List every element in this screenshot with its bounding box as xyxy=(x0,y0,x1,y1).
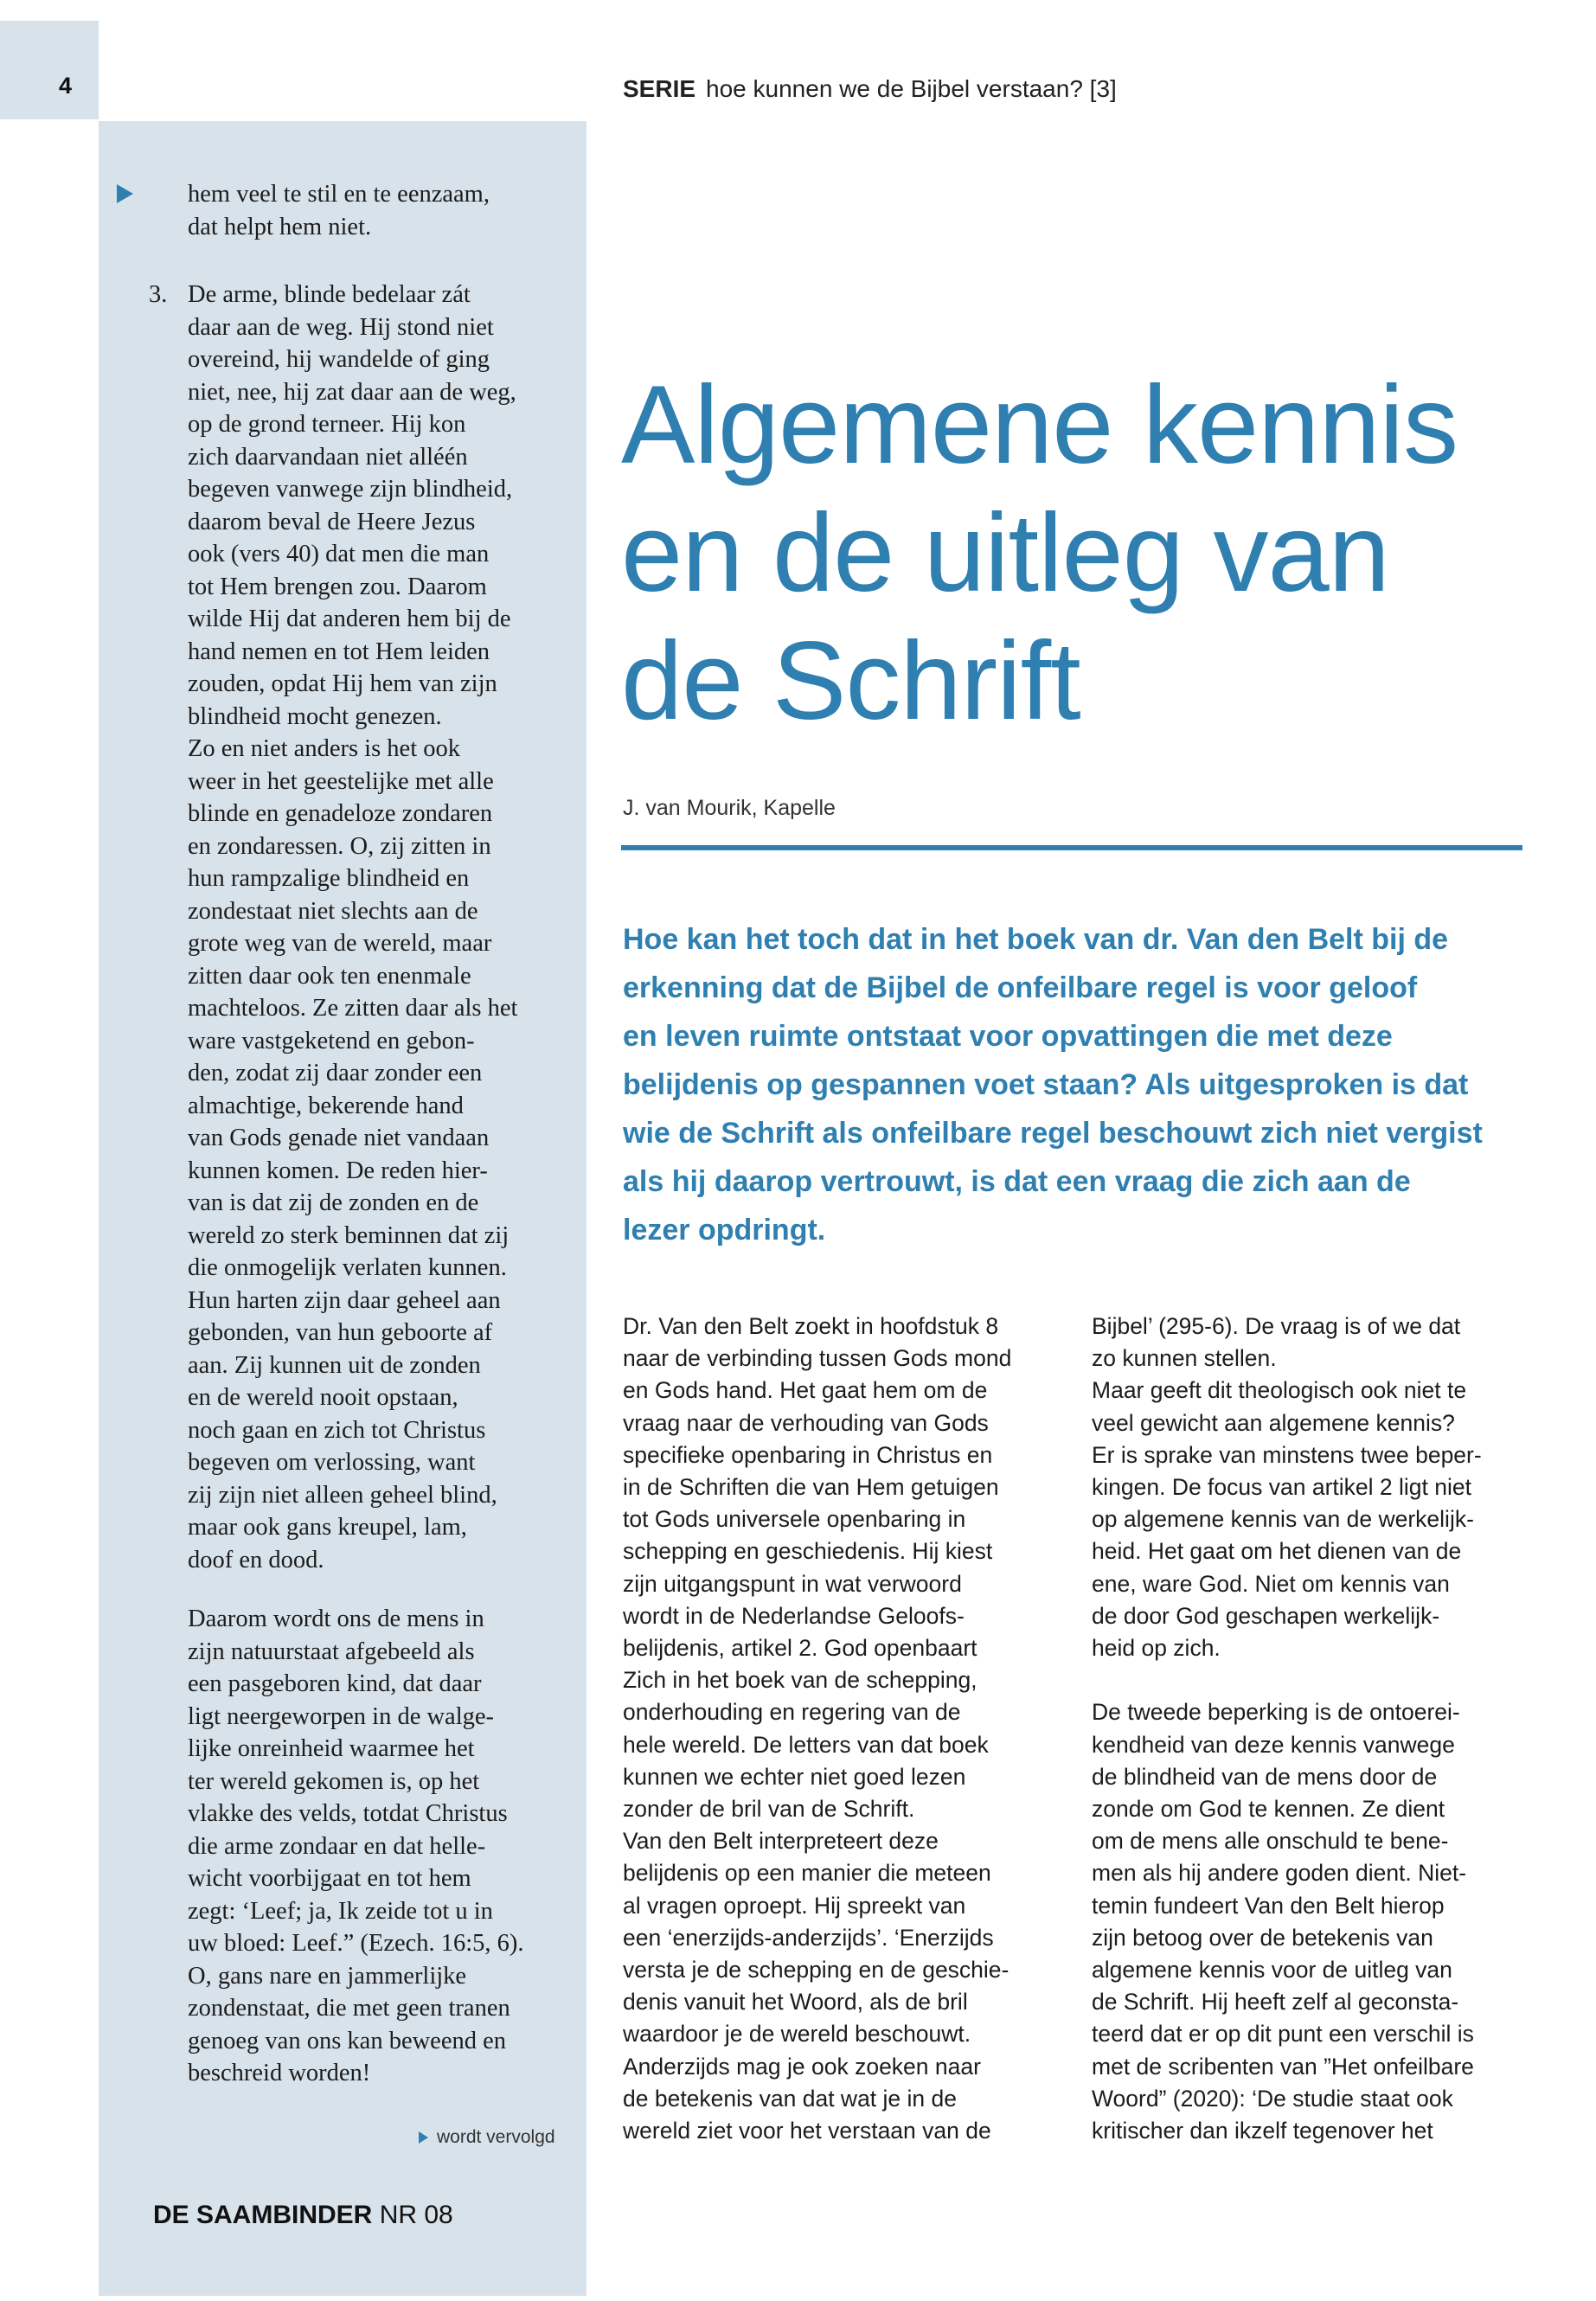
title-divider xyxy=(621,845,1522,850)
article-column-1: Dr. Van den Belt zoekt in hoofdstuk 8 naar de verbinding tussen Gods mond en Gods hand. Het gaat hem om de vraag naar de verhouding van Gods specifieke openbaring in Christus en in de Schriften die van Hem getuigen tot Gods universele openbaring in schepping en geschiedenis. Hij kiest zijn uitgangspunt in wat verwoord wordt in de Nederlandse Geloofs- belijdenis, artikel 2. God openbaart Zich in het boek van de schepping, onderhouding en regering van de hele wereld. De letters van dat boek kunnen we echter niet goed lezen zonder de bril van de Schrift. Van den Belt interpreteert deze belijdenis op een manier die meteen al vragen oproept. Hij spreekt van een ‘enerzijds-anderzijds’. ‘Enerzijds versta je de schepping en de geschie- denis vanuit het Woord, als de bril waardoor je de wereld beschouwt. Anderzijds mag je ook zoeken naar de betekenis van dat wat je in de wereld ziet voor het verstaan van de xyxy=(623,1313,1012,2144)
sidebar-item-number: 3. xyxy=(149,281,168,308)
issue-number: NR 08 xyxy=(379,2201,453,2229)
continued-arrow-icon xyxy=(419,2131,428,2144)
continuation-arrow-icon xyxy=(117,184,133,203)
page-number-box xyxy=(0,21,99,119)
article-lead: Hoe kan het toch dat in het boek van dr. Van den Belt bij de erkenning dat de Bijbel de onfeilbare regel is voor geloof en leven ruimte ontstaat voor opvattingen die met deze belijdenis op gespannen voet staan? Als uitgesproken is dat wie de Schrift als onfeilbare regel beschouwt zich niet vergist als hij daarop vertrouwt, is dat een vraag die zich aan de lezer opdringt. xyxy=(623,923,1483,1247)
series-label: SERIE xyxy=(623,75,696,102)
article-byline: J. van Mourik, Kapelle xyxy=(623,796,836,820)
series-header xyxy=(623,75,1117,103)
article-column-2: Bijbel’ (295-6). De vraag is of we dat zo kunnen stellen. Maar geeft dit theologisch ook niet te veel gewicht aan algemene kennis? Er is sprake van minstens twee beper- kingen. De focus van artikel 2 ligt niet op algemene kennis van de werkelijk- heid. Het gaat om het dienen van de ene, ware God. Niet om kennis van de door God geschapen werkelijk- heid op zich. De tweede beperking is de ontoerei- kendheid van deze kennis vanwege de blindheid van de mens door de zonde om God te kennen. Ze dient om de mens alle onschuld te bene- men als hij andere goden dient. Niet- temin fundeert Van den Belt hierop zijn betoog over de betekenis van algemene kennis voor de uitleg van de Schrift. Hij heeft zelf al geconsta- teerd dat er op dit punt een verschil is met de scribenten van ”Het onfeilbare Woord” (2020): ‘De studie staat ook kritischer dan ikzelf tegenover het xyxy=(1092,1313,1482,2144)
sidebar-closing-text: Daarom wordt ons de mens in zijn natuurstaat afgebeeld als een pasgeboren kind, dat daar ligt neergeworpen in de walge- lijke onreinheid waarmee het ter wereld gekomen is, op het vlakke des velds, totdat Christus die arme zondaar en dat helle- wicht voorbijgaat en tot hem zegt: ‘Leef; ja, Ik zeide tot u in uw bloed: Leef.” (Ezech. 16:5, 6). O, gans nare en jammerlijke zondenstaat, die met geen tranen genoeg van ons kan beweend en beschreid worden! xyxy=(188,1606,524,2086)
series-title: hoe kunnen we de Bijbel verstaan? [3] xyxy=(706,75,1117,102)
article-title: Algemene kennis en de uitleg van de Schrift xyxy=(621,363,1458,743)
continued-label: wordt vervolgd xyxy=(437,2127,555,2147)
magazine-name: DE SAAMBINDER xyxy=(153,2201,373,2229)
footer-magazine xyxy=(153,2201,453,2230)
sidebar-item-text: De arme, blinde bedelaar zát daar aan de weg. Hij stond niet overeind, hij wandelde of ging niet, nee, hij zat daar aan de weg, op de grond terneer. Hij kon zich daarvandaan niet alléén begeven vanwege zijn blindheid, daarom beval de Heere Jezus ook (vers 40) dat men die man tot Hem brengen zou. Daarom wilde Hij dat anderen hem bij de hand nemen en tot Hem leiden zouden, opdat Hij hem van zijn blindheid mocht genezen. Zo en niet anders is het ook weer in het geestelijke met alle blinde en genadeloze zondaren en zondaressen. O, zij zitten in hun rampzalige blindheid en zondestaat niet slechts aan de grote weg van de wereld, maar zitten daar ook ten enenmale machteloos. Ze zitten daar als het ware vastgeketend en gebon- den, zodat zij daar zonder een almachtige, bekerende hand van Gods genade niet vandaan kunnen komen. De reden hier- van is dat zij de zonden en de wereld zo sterk beminnen dat zij die onmogelijk verlaten kunnen. Hun harten zijn daar geheel aan gebonden, van hun geboorte af aan. Zij kunnen uit de zonden en de wereld nooit opstaan, noch gaan en zich tot Christus begeven om verlossing, want zij zijn niet alleen geheel blind, maar ook gans kreupel, lam, doof en dood. xyxy=(188,281,518,1574)
page-number: 4 xyxy=(59,73,73,99)
sidebar-intro-text: hem veel te stil en te eenzaam, dat helpt hem niet. xyxy=(188,181,490,240)
continued-note xyxy=(419,2127,555,2148)
